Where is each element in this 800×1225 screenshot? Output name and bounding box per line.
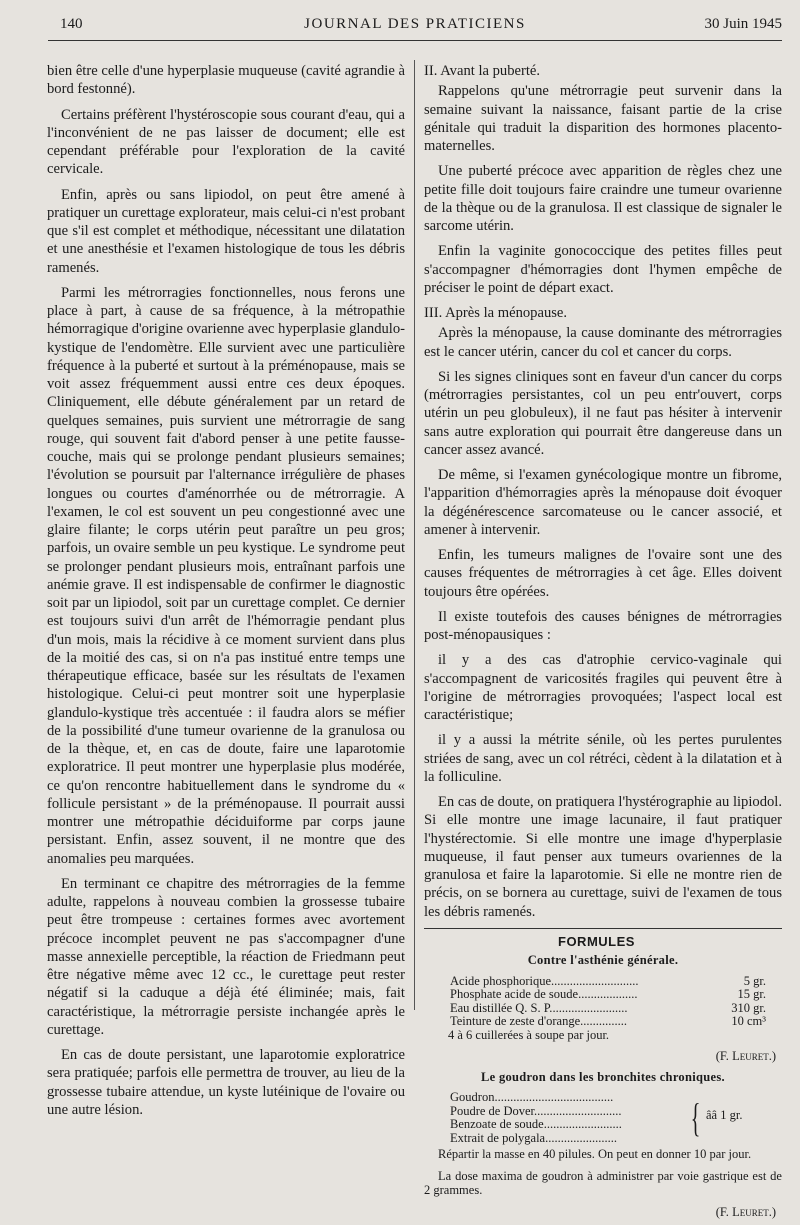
right-column: [424, 62, 782, 1225]
paragraph: il y a aussi la métrite sénile, où les pertes purulentes striées de sang, avec un col rétréci, cèdent à la dilatation et à la folliculine.: [424, 732, 782, 785]
formula-ingredient: Extrait de polygala.......................: [450, 1130, 617, 1145]
formula-ingredient: Teinture de zeste d'orange............... 10 cm³: [450, 1014, 766, 1029]
journal-title: JOURNAL DES PRATICIENS: [304, 16, 526, 32]
paragraph: Enfin, les tumeurs malignes de l'ovaire sont une des causes fréquentes de métrorragies à cet âge. Elles doivent toujours être opérées.: [424, 547, 782, 600]
formula-dosage: La dose maxima de goudron à administrer par voie gastrique est de 2 grammes.: [424, 1168, 782, 1198]
brace-glyph: {: [690, 1095, 701, 1141]
formules-title: FORMULES: [558, 933, 635, 949]
formula-title: Contre l'asthénie générale.: [527, 953, 679, 968]
formula-ingredient: Poudre de Dover............................: [450, 1103, 622, 1118]
paragraph: Certains préfèrent l'hystéroscopie sous courant d'eau, qui a l'inconvénient de ne pas laisser de document; elle est cependant préférable pour l'exploration de la cavité cervicale.: [47, 106, 405, 178]
paragraph: il y a des cas d'atrophie cervico-vaginale qui s'accompagnent de varicosités fragiles qui peuvent être à l'origine de métrorragies provoquées; l'aspect local est caractéristique;: [424, 652, 782, 723]
paragraph: Enfin la vaginite gonococcique des petites filles peut s'accompagner d'hémorragies dont l'hymen empêche de préciser le point de départ exact.: [424, 243, 782, 296]
formula-dosage: Répartir la masse en 40 pilules. On peut en donner 10 par jour.: [438, 1147, 752, 1162]
paragraph: Rappelons qu'une métrorragie peut survenir dans la semaine suivant la naissance, faisant partie de la crise génitale qui traduit la disparition des hormones placento-maternelles.: [424, 83, 782, 154]
paragraph: En terminant ce chapitre des métrorragies de la femme adulte, rappelons à nouveau combien la grossesse tubaire peut être trompeuse : certaines formes avec avortement précoce incomplet peuvent ne pas s'accompagner d'une masse annexielle perceptible, la réaction de Friedmann peut être négative même avec 12 cc., le curettage peut rester négatif si la caduque a déjà été éliminée; mais, fait caractéristique, la métrorragie persiste inchangée après le curettage.: [47, 875, 405, 1038]
paragraph: Si les signes cliniques sont en faveur d'un cancer du corps (métrorragies persistantes, col un peu entr'ouvert, corps utérin un peu globuleux), il ne faut pas hésiter à intervenir sans autre exploration qui pourrait être dangereuse dans un cancer assez avancé.: [424, 368, 782, 458]
paragraph: bien être celle d'une hyperplasie muqueuse (cavité agrandie à bord festonné).: [47, 63, 405, 98]
formula-ingredient: Phosphate acide de soude................... 15 gr.: [450, 987, 766, 1002]
paragraph: Parmi les métrorragies fonctionnelles, nous ferons une place à part, à cause de sa fréquence, à la métropathie hémorragique d'origine ovarienne avec hyperplasie glandulo-kystique de l'endomètre. Elle survient avec une particulière fréquence à la puberté et surtout à la préménopause, mais se voit assez fréquemment aussi entre ces deux époques. Cliniquement, elle débute généralement par un retard de quelques semaines, puis survient une métrorragie de sang rouge, qui souvent fait d'abord penser à une petite fausse-couche, mais qui se prolonge pendant plusieurs semaines; l'évolution se poursuit par l'alternance irrégulière de phases longues ou courtes d'aménorrhée ou de métrorragie. A l'examen, le col est souvent un peu congestionné avec une glaire filante; le corps utérin peut paraître un peu gros; parfois, un ovaire semble un peu kystique. Le syndrome peut se prolonger pendant plusieurs mois, entraînant parfois une anémie grave. Il est indispensable de confirmer le diagnostic soit par un lipiodol, soit par un curettage complet. Ce dernier est toujours suivi d'un arrêt de l'hémorragie pendant plus d'un mois, mais la récidive à ce moment survient dans plus de la moitié des cas, si on n'a pas institué entre temps une thérapeutique efficace, basée sur les résultats de l'examen histologique. Celui-ci peut montrer soit une hyperplasie glandulo-kystique très accentuée : il faudra alors se méfier de la possibilité d'une tumeur ovarienne de la granulosa ou de la thèque, et, en cas de doute, faire une laparotomie exploratrice. Il peut montrer une hyperplasie plus modérée, ce qu'on rencontre habituellement dans le syndrome du « follicule persistant » de la préménopause. Il pourrait aussi montrer une métropathie déciduiforme par corps jaune persistant. Enfin, assez souvent, il ne montre que des anomalies peu marquées.: [47, 284, 406, 867]
formula-ingredient: Eau distillée Q. S. P......................... 310 gr.: [450, 1000, 766, 1015]
formula-ingredient: Goudron......................................: [450, 1090, 614, 1105]
formula-dosage: 4 à 6 cuillerées à soupe par jour.: [448, 1027, 610, 1042]
paragraph: En cas de doute persistant, une laparotomie exploratrice sera pratiquée; parfois elle permettra de trouver, au lieu de la grossesse tubaire attendue, un kyste lutéinique de l'ovaire ou une autre lésion.: [47, 1047, 405, 1118]
paragraph: Il existe toutefois des causes bénignes de métrorragies post-ménopausiques :: [424, 608, 782, 643]
paragraph: Après la ménopause, la cause dominante des métrorragies est le cancer utérin, cancer du col et cancer du corps.: [424, 325, 782, 360]
paragraph: En cas de doute, on pratiquera l'hystérographie au lipiodol. Si elle montre une image lacunaire, il faut pratiquer l'hystérectomie. Si elle montre une image d'hyperplasie muqueuse, il faut penser aux tumeurs ovariennes de la granulosa et faire la laparotomie. Si elle ne montre rien de précis, on se bornera au curettage, suivi de l'examen de tous les débris ramenés.: [424, 794, 782, 920]
paragraph: Une puberté précoce avec apparition de règles chez une petite fille doit toujours faire craindre une tumeur ovarienne de la thèque ou de la granulosa. Il est classique de signaler le sarcome utérin.: [424, 163, 782, 234]
column-divider: [414, 60, 415, 1010]
formula-ingredient-group: [424, 1090, 782, 1144]
formula-ingredient: Benzoate de soude.........................: [450, 1117, 622, 1132]
page-number: 140: [60, 16, 83, 32]
header-rule: [48, 40, 782, 41]
section-heading: III. Après la ménopause.: [424, 305, 568, 321]
issue-date: 30 Juin 1945: [704, 16, 782, 32]
formules-box: [424, 928, 782, 1220]
formula-title: Le goudron dans les bronchites chroniques.: [481, 1069, 725, 1084]
running-header: [48, 16, 782, 42]
left-column: [47, 62, 405, 1126]
formula-ingredient: Acide phosphorique............................ 5 gr.: [450, 973, 766, 988]
formula-author: (F. Leuret.): [715, 1049, 776, 1064]
section-heading: II. Avant la puberté.: [424, 63, 541, 79]
formula-quantity: ââ 1 gr.: [706, 1108, 743, 1123]
paragraph: Enfin, après ou sans lipiodol, on peut être amené à pratiquer un curettage explorateur, mais celui-ci n'est probant que s'il est complet et méthodique, nécessitant une dilatation et une anesthésie et l'examen histologique de tous les débris ramenés.: [47, 186, 405, 276]
paragraph: De même, si l'examen gynécologique montre un fibrome, l'apparition d'hémorragies après la ménopause doit évoquer la dégénérescence sarcomateuse ou le cancer associé, et amener à intervenir.: [424, 467, 782, 538]
formula-author: (F. Leuret.): [715, 1204, 776, 1219]
